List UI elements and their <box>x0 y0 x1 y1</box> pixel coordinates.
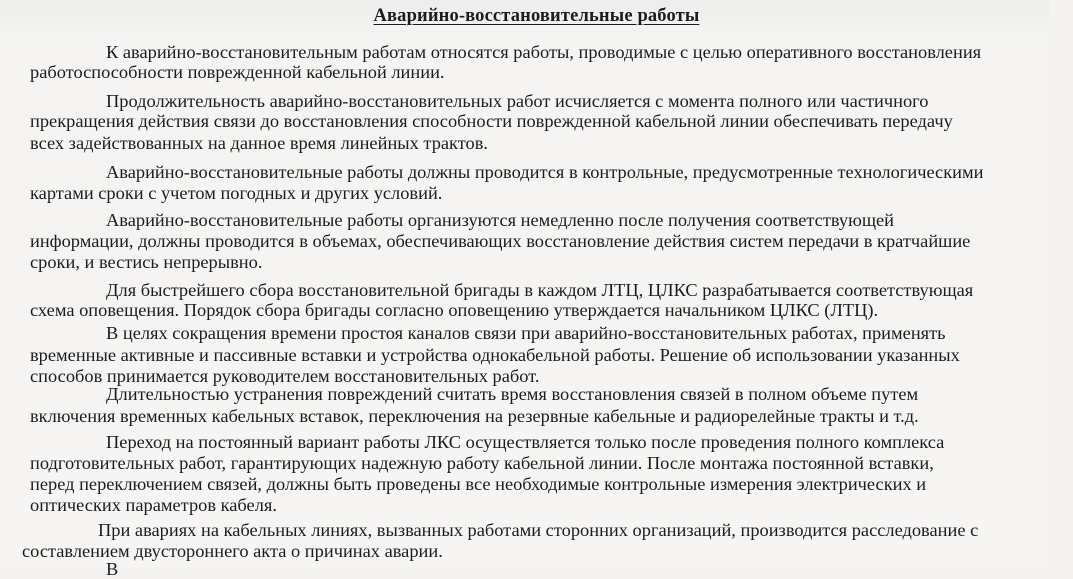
paragraph-4-line-1: Аварийно-восстановительные работы организуются немедленно после получения соответствующей <box>106 210 895 230</box>
paragraph-6-line-2: временные активные и пассивные вставки и устройства однокабельной работы. Решение об использовании указанных <box>30 345 960 365</box>
paragraph-8-line-1: Переход на постоянный вариант работы ЛКС осуществляется только после проведения полного комплекса <box>106 432 945 452</box>
paragraph-8-line-2: подготовительных работ, гарантирующих надежную работу кабельной линии. После монтажа постоянной вставки, <box>30 453 934 473</box>
paragraph-5-line-1: Для быстрейшего сбора восстановительной бригады в каждом ЛТЦ, ЦЛКС разрабатывается соответствующая <box>106 280 974 300</box>
paragraph-3-line-2: картами сроки с учетом погодных и других условий. <box>30 183 443 203</box>
paragraph-2-line-1: Продолжительность аварийно-восстановительных работ исчисляется с момента полного или частичного <box>106 91 929 111</box>
paragraph-3-line-1: Аварийно-восстановительные работы должны проводится в контрольные, предусмотренные технологическими <box>106 162 984 182</box>
paragraph-9-line-2: составлением двустороннего акта о причинах аварии. <box>22 541 443 561</box>
paragraph-1-line-1: К аварийно-восстановительным работам относятся работы, проводимые с целью оперативного восстановления <box>106 42 982 62</box>
paragraph-2-line-2: прекращения действия связи до восстановления способности поврежденной кабельной линии обеспечивать передачу <box>30 111 953 131</box>
paragraph-10-line-1: В <box>106 559 119 579</box>
paragraph-4-line-2: информации, должны проводится в объемах, обеспечивающих восстановление действия систем передачи в кратчайшие <box>30 231 971 251</box>
paragraph-1-line-2: работоспособности поврежденной кабельной линии. <box>30 62 445 82</box>
paragraph-8-line-4: оптических параметров кабеля. <box>30 495 277 515</box>
paragraph-4-line-3: сроки, и вестись непрерывно. <box>30 252 263 272</box>
document-title: Аварийно-восстановительные работы <box>373 6 700 26</box>
paragraph-2-line-3: всех задействованных на данное время линейных трактов. <box>30 133 489 153</box>
paragraph-7-line-2: включения временных кабельных вставок, переключения на резервные кабельные и радиорелейные тракты и т.д. <box>30 406 919 426</box>
paragraph-7-line-1: Длительностью устранения повреждений считать время восстановления связей в полном объеме путем <box>106 384 919 404</box>
paragraph-6-line-3: способов принимается руководителем восстановительных работ. <box>30 366 540 386</box>
paragraph-8-line-3: перед переключением связей, должны быть проведены все необходимые контрольные измерения электрических и <box>30 474 927 494</box>
paragraph-9-line-1: При авариях на кабельных линиях, вызванных работами сторонних организаций, производится расследование с <box>98 520 979 540</box>
paragraph-5-line-2: схема оповещения. Порядок сбора бригады согласно оповещению утверждается начальником ЦЛКС (ЛТЦ). <box>30 300 879 320</box>
paragraph-6-line-1: В целях сокращения времени простоя каналов связи при аварийно-восстановительных работах, применять <box>106 323 946 343</box>
